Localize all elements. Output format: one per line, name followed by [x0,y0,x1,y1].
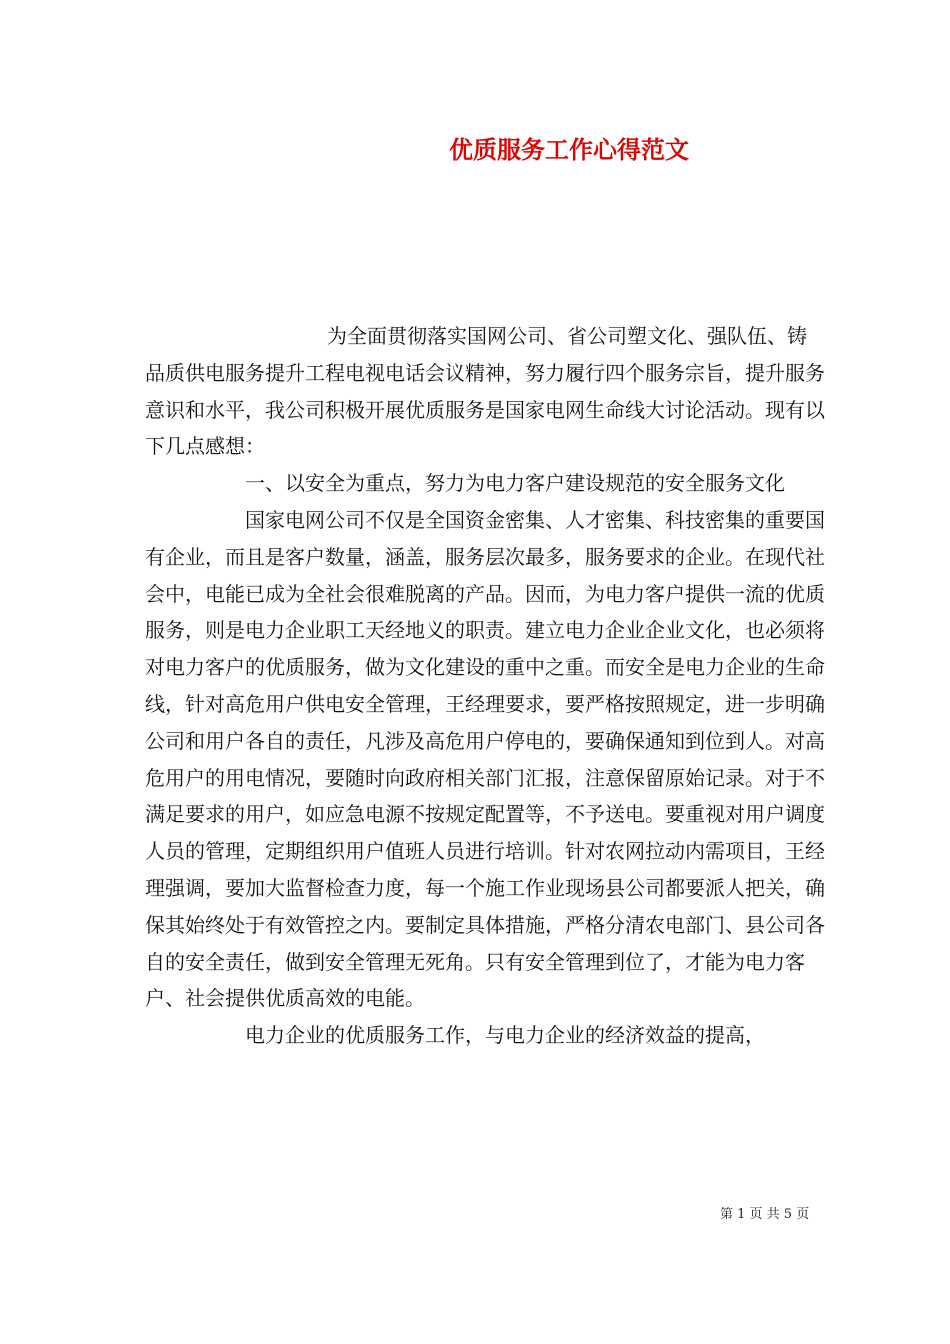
section-heading-1: 一、以安全为重点，努力为电力客户建设规范的安全服务文化 [245,471,785,496]
page-number-footer: 第 1 页 共 5 页 [720,1207,810,1222]
paragraph-continuation: 电力企业的优质服务工作，与电力企业的经济效益的提高， [245,1023,765,1048]
document-title: 优质服务工作心得范文 [449,135,689,164]
paragraph-section-1: 国家电网公司不仅是全国资金密集、人才密集、科技密集的重要国有企业，而且是客户数量，涵盖，服务层次最多，服务要求的企业。在现代社会中，电能已成为全社会很难脱离的产品。因而，为电力客户提供一流的优质服务，则是电力企业职工天经地义的职责。建立电力企业企业文化，也必须将对电力客户的优质服务，做为文化建设的重中之重。而安全是电力企业的生命线，针对高危用户供电安全管理，王经理要求，要严格按照规定，进一步明确公司和用户各自的责任，凡涉及高危用户停电的，要确保通知到位到人。对高危用户的用电情况，要随时向政府相关部门汇报，注意保留原始记录。对于不满足要求的用户，如应急电源不按规定配置等，不予送电。要重视对用户调度人员的管理，定期组织用户值班人员进行培训。针对农网拉动内需项目，王经理强调，要加大监督检查力度，每一个施工作业现场县公司都要派人把关，确保其始终处于有效管控之内。要制定具体措施，严格分清农电部门、县公司各自的安全责任，做到安全管理无死角。只有安全管理到位了，才能为电力客户、社会提供优质高效的电能。 [145,507,825,1011]
document-body [145,318,825,1054]
paragraph-intro: 为全面贯彻落实国网公司、省公司塑文化、强队伍、铸品质供电服务提升工程电视电话会议精神，努力履行四个服务宗旨，提升服务意识和水平，我公司积极开展优质服务是国家电网生命线大讨论活动。现有以下几点感想： [145,324,825,459]
